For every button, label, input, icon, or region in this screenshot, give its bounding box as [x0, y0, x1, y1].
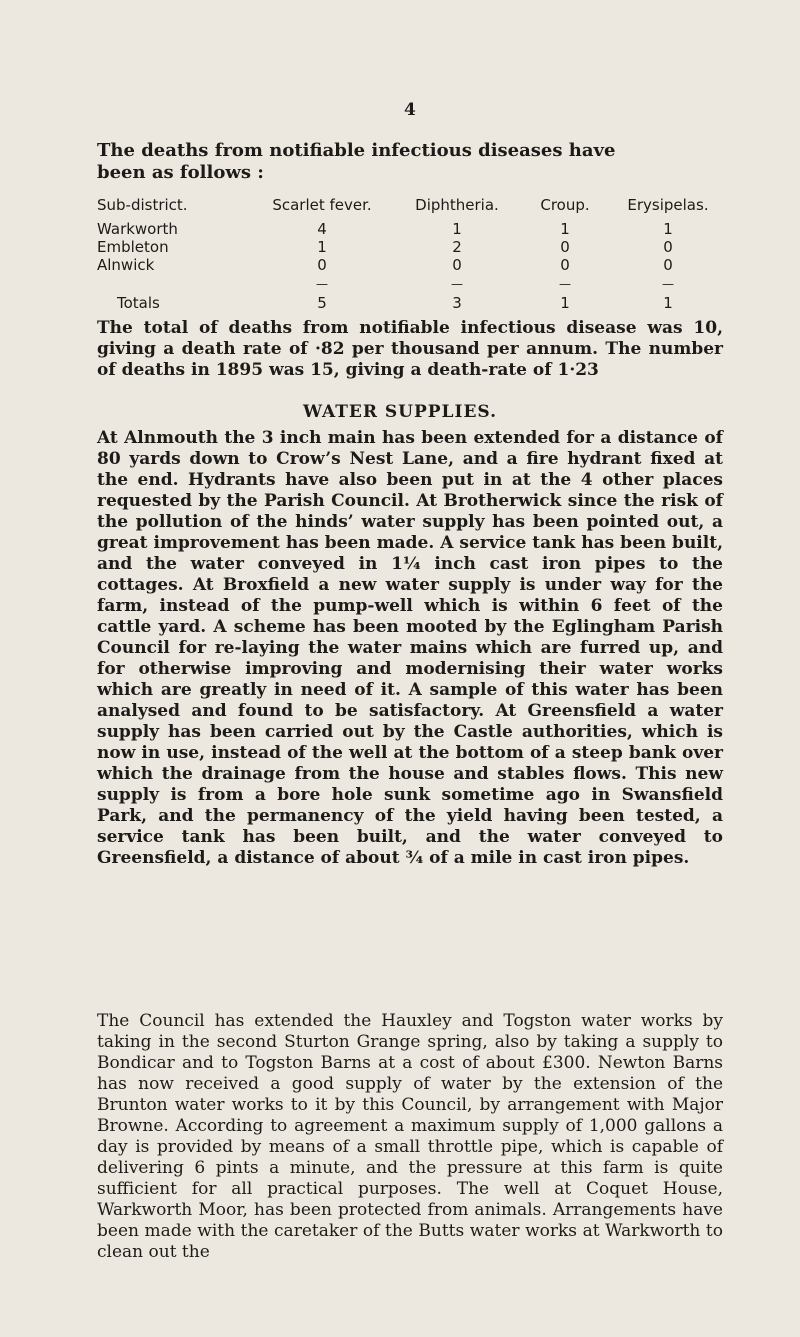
col-header-scarlet-fever: Scarlet fever.: [272, 196, 372, 214]
table-row: [97, 256, 723, 274]
table-cell: 0: [663, 256, 673, 274]
table-row: [97, 238, 723, 256]
table-cell: 1: [317, 238, 327, 256]
table-row: [97, 220, 723, 238]
table-cell: Alnwick: [97, 256, 155, 274]
table-rule: [517, 274, 613, 292]
table-cell: 2: [452, 238, 462, 256]
table-rule-spacer: [97, 274, 247, 292]
summary-paragraph: The total of deaths from notifiable infectious disease was 10, giving a death rate of ·82 per thousand per annum. The number of deaths in 1895 was 15, giving a death-rate of 1·23: [97, 318, 723, 380]
table-cell: 0: [560, 238, 570, 256]
table-cell: 4: [317, 220, 327, 238]
total-scarlet-fever: 5: [317, 294, 327, 312]
table-cell: 0: [452, 256, 462, 274]
total-erysipelas: 1: [663, 294, 673, 312]
total-croup: 1: [560, 294, 570, 312]
table-rule-row: [97, 274, 723, 292]
deaths-table: [97, 196, 723, 312]
table-rule: [613, 274, 723, 292]
table-cell: Warkworth: [97, 220, 178, 238]
col-header-diphtheria: Diphtheria.: [415, 196, 499, 214]
table-cell: 1: [452, 220, 462, 238]
page-number: 4: [404, 100, 416, 120]
water-supply-paragraph: At Alnmouth the 3 inch main has been extended for a distance of 80 yards down to Crow’s Nest Lane, and a fire hydrant fixed at the end. Hydrants have also been put in at the 4 other places requested by the Parish Council. At Brotherwick since the risk of the pollution of the hinds’ water supply has been pointed out, a great improvement has been made. A service tank has been built, and the water conveyed in 1¼ inch cast iron pipes to the cottages. At Broxfield a new water supply is under way for the farm, instead of the pump-well which is within 6 feet of the cattle yard. A scheme has been mooted by the Eglingham Parish Council for re-laying the water mains which are furred up, and for otherwise improving and modernising their water works which are greatly in need of it. A sample of this water has been analysed and found to be satisfactory. At Greensfield a water supply has been carried out by the Castle authorities, which is now in use, instead of the well at the bottom of a steep bank over which the drainage from the house and stables flows. This new supply is from a bore hole sunk sometime ago in Swansfield Park, and the permanency of the yield having been tested, a service tank has been built, and the water conveyed to Greensfield, a distance of about ¾ of a mile in cast iron pipes.: [97, 428, 723, 868]
col-header-erysipelas: Erysipelas.: [627, 196, 709, 214]
section-heading: WATER SUPPLIES.: [302, 402, 498, 422]
table-rule: [397, 274, 517, 292]
table-cell: 0: [560, 256, 570, 274]
total-diphtheria: 3: [452, 294, 462, 312]
table-cell: 0: [317, 256, 327, 274]
col-header-croup: Croup.: [540, 196, 590, 214]
table-cell: 0: [663, 238, 673, 256]
table-cell: Embleton: [97, 238, 169, 256]
table-cell: 1: [560, 220, 570, 238]
col-header-subdistrict: Sub-district.: [97, 196, 188, 214]
table-totals-row: [97, 292, 723, 312]
council-paragraph: The Council has extended the Hauxley and Togston water works by taking in the second Sturton Grange spring, also by taking a supply to Bondicar and to Togston Barns at a cost of about £300. Newton Barns has now received a good supply of water by the extension of the Brunton water works to it by this Council, by arrangement with Major Browne. According to agreement a maximum supply of 1,000 gallons a day is provided by means of a small throttle pipe, which is capable of delivering 6 pints a minute, and the pressure at this farm is quite sufficient for all practical purposes. The well at Coquet House, Warkworth Moor, has been protected from animals. Arrangements have been made with the caretaker of the Butts water works at Warkworth to clean out the: [97, 1011, 723, 1262]
intro-text: The deaths from notifiable infectious diseases have been as follows :: [97, 140, 616, 183]
table-rule: [247, 274, 397, 292]
table-cell: 1: [663, 220, 673, 238]
totals-label: Totals: [117, 294, 160, 312]
table-header-row: [97, 196, 723, 220]
